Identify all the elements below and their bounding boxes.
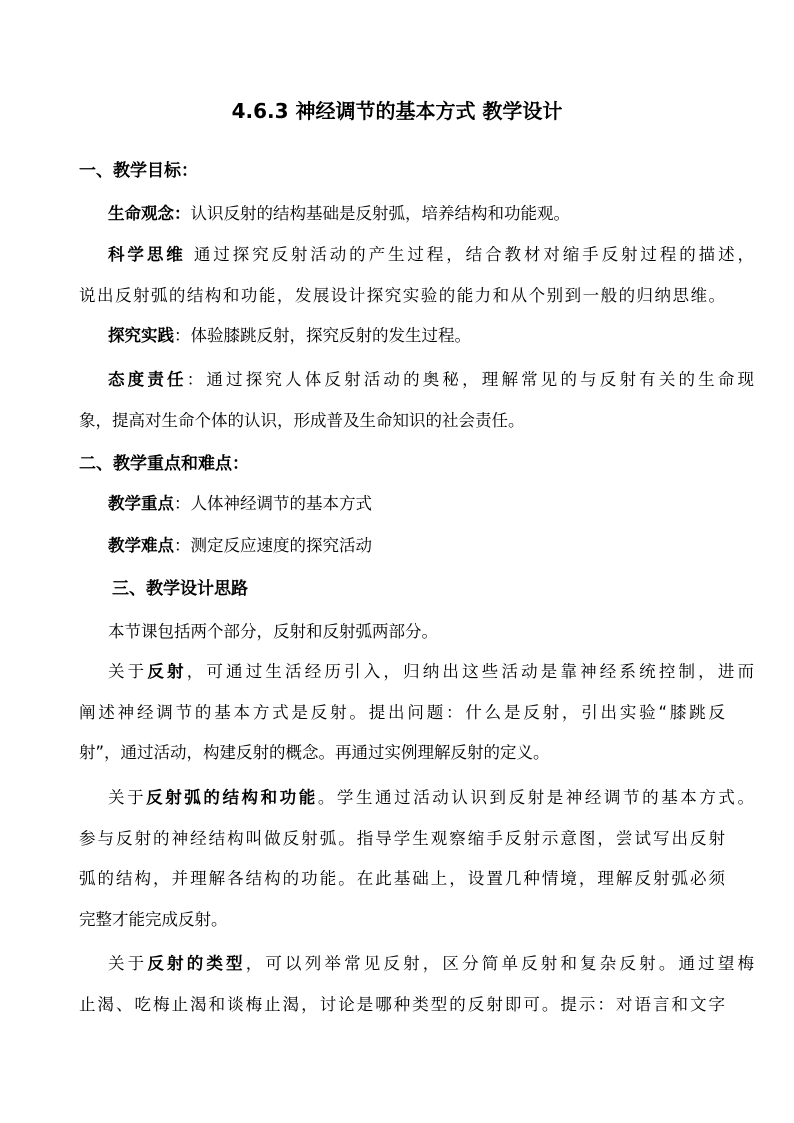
- objective-attitude: [79, 367, 754, 393]
- objective-life-concept: [79, 201, 754, 227]
- difficult-point-label: 教学难点: [108, 536, 174, 555]
- objective-text: 认识反射的结构基础是反射弧，培养结构和功能观。: [190, 204, 570, 223]
- objective-text-continued: 象，提高对生命个体的认识，形成普及生命知识的社会责任。: [79, 411, 525, 430]
- paragraph-1: 本节课包括两个部分，反射和反射弧两部分。: [108, 622, 438, 641]
- paragraph-2: [79, 659, 754, 685]
- key-point-label: 教学重点: [108, 494, 174, 513]
- paragraph-2-line-2: 阐述神经调节的基本方式是反射。提出问题：什么是反射，引出实验“膝跳反: [79, 703, 725, 722]
- difficult-point: [79, 533, 754, 559]
- paragraph-4-line-2: 止渴、吃梅止渴和谈梅止渴，讨论是哪种类型的反射即可。提示：对语言和文字: [79, 995, 725, 1014]
- objective-label: 科学思维: [108, 245, 186, 264]
- objective-label: 态度责任: [108, 370, 187, 389]
- paragraph-text: 。学生通过活动认识到反射是神经调节的基本方式。: [317, 788, 755, 807]
- paragraph-text: ，可以列举常见反射，区分简单反射和复杂反射。通过望梅: [245, 954, 754, 973]
- paragraph-text: 关于: [108, 788, 147, 807]
- objective-inquiry-practice: [79, 323, 754, 349]
- paragraph-3-line-3: 弧的结构，并理解各结构的功能。在此基础上，设置几种情境，理解反射弧必须: [79, 869, 725, 888]
- paragraph-text: 关于: [108, 662, 148, 681]
- section-heading-design: 三、教学设计思路: [112, 579, 248, 599]
- key-point-text: ：人体神经调节的基本方式: [174, 494, 372, 513]
- difficult-point-text: ：测定反应速度的探究活动: [174, 536, 372, 555]
- key-point: [79, 491, 754, 517]
- paragraph-text: ，可通过生活经历引入，归纳出这些活动是靠神经系统控制，进而: [186, 662, 754, 681]
- paragraph-3-line-2: 参与反射的神经结构叫做反射弧。指导学生观察缩手反射示意图，尝试写出反射: [79, 829, 725, 848]
- section-heading-objectives: 一、教学目标：: [79, 161, 198, 181]
- page-title: 4.6.3 神经调节的基本方式 教学设计: [231, 99, 563, 123]
- objective-text: 通过探究反射活动的产生过程，结合教材对缩手反射过程的描述，: [193, 245, 755, 264]
- section-heading-key-points: 二、教学重点和难点：: [79, 454, 249, 474]
- paragraph-keyword: 反射弧的结构和功能: [146, 788, 318, 807]
- objective-label: 生命观念：: [108, 204, 191, 223]
- paragraph-4: [79, 951, 754, 977]
- paragraph-3: [79, 785, 754, 811]
- objective-label: 探究实践: [108, 326, 174, 345]
- paragraph-keyword: 反射: [147, 662, 187, 681]
- paragraph-text: 关于: [108, 954, 148, 973]
- paragraph-3-line-4: 完整才能完成反射。: [79, 910, 228, 929]
- objective-scientific-thinking: [79, 242, 754, 268]
- objective-text: ：体验膝跳反射，探究反射的发生过程。: [174, 326, 471, 345]
- paragraph-keyword: 反射的类型: [147, 954, 246, 973]
- objective-text-continued: 说出反射弧的结构和功能，发展设计探究实验的能力和从个别到一般的归纳思维。: [79, 286, 725, 305]
- objective-text: ：通过探究人体反射活动的奥秘，理解常见的与反射有关的生命现: [186, 370, 754, 389]
- paragraph-2-line-3: 射”，通过活动，构建反射的概念。再通过实例理解反射的定义。: [79, 743, 550, 762]
